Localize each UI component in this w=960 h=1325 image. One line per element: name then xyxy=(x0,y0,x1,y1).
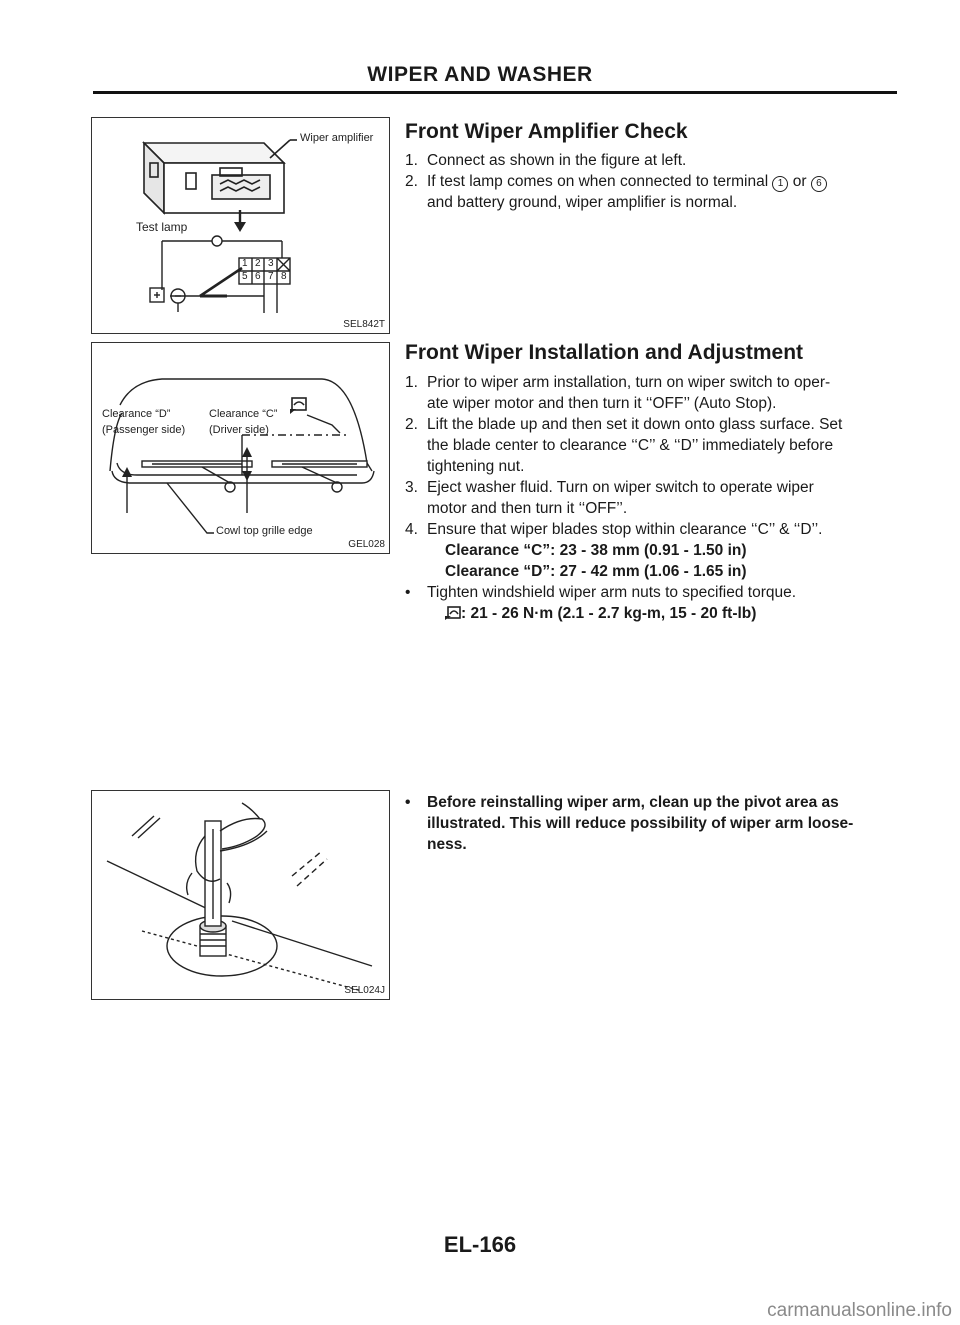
step-item: 2. Lift the blade up and then set it down onto glass surface. Set the blade center to clearance ‘‘C’’ & ‘‘D’’ immediately before tightening nut. xyxy=(405,416,843,475)
clearance-d-spec: Clearance “D”: 27 - 42 mm (1.06 - 1.65 in) xyxy=(445,563,747,580)
test-lamp-label: Test lamp xyxy=(136,220,188,234)
terminal-6: 6 xyxy=(255,271,261,282)
page-title: WIPER AND WASHER xyxy=(367,63,593,86)
pivot-diagram xyxy=(92,791,389,999)
terminal-1: 1 xyxy=(242,258,248,269)
step-item: 4. Ensure that wiper blades stop within clearance ‘‘C’’ & ‘‘D’’. xyxy=(405,521,823,538)
terminal-3: 3 xyxy=(268,258,274,269)
clearance-c-label: Clearance “C” xyxy=(209,408,278,420)
installation-steps xyxy=(405,372,905,624)
figure-pivot xyxy=(91,790,390,1000)
terminal-8: 8 xyxy=(281,271,287,282)
figure-installation xyxy=(91,342,390,554)
bullet-item: • Before reinstalling wiper arm, clean up the pivot area as illustrated. This will reduce possibility of wiper arm loose- ness. xyxy=(405,794,854,853)
figure-code: GEL028 xyxy=(348,539,385,550)
clearance-d-label: Clearance “D” xyxy=(102,408,171,420)
watermark: carmanualsonline.info xyxy=(767,1300,952,1321)
terminal-7: 7 xyxy=(268,271,274,282)
terminal-6-badge: 6 xyxy=(811,176,827,192)
step-item: 1. Connect as shown in the figure at left. xyxy=(405,152,687,169)
header-rule xyxy=(93,91,897,94)
arrow-down-icon xyxy=(234,222,246,232)
step-item: 2. If test lamp comes on when connected to terminal 1 or 6 and battery ground, wiper amplifier is normal. xyxy=(405,171,905,213)
driver-side-label: (Driver side) xyxy=(209,424,269,436)
figure-code: SEL024J xyxy=(344,985,385,996)
torque-wrench-icon xyxy=(290,398,306,414)
passenger-side-label: (Passenger side) xyxy=(102,424,186,436)
step-item: 1. Prior to wiper arm installation, turn on wiper switch to oper- ate wiper motor and then turn it ‘‘OFF’’ (Auto Stop). xyxy=(405,374,831,412)
step-item: 3. Eject washer fluid. Turn on wiper switch to operate wiper motor and then turn it ‘‘OFF’’. xyxy=(405,479,814,517)
figure-amplifier-check xyxy=(91,117,390,334)
cowl-label: Cowl top grille edge xyxy=(216,525,313,537)
bullet-item: • Tighten windshield wiper arm nuts to specified torque. xyxy=(405,584,797,601)
figure-code: SEL842T xyxy=(343,319,385,330)
wiper-amplifier-label: Wiper amplifier xyxy=(300,132,374,144)
amplifier-check-steps xyxy=(405,150,905,213)
torque-spec: : 21 - 26 N·m (2.1 - 2.7 kg-m, 15 - 20 ft-lb) xyxy=(405,603,905,624)
clearance-c-spec: Clearance “C”: 23 - 38 mm (0.91 - 1.50 in) xyxy=(445,542,747,559)
page-number: EL-166 xyxy=(443,1232,517,1257)
terminal-2: 2 xyxy=(255,258,261,269)
pivot-note xyxy=(405,792,905,855)
terminal-1-badge: 1 xyxy=(772,176,788,192)
section-title-amplifier-check: Front Wiper Amplifier Check xyxy=(405,120,688,143)
installation-diagram xyxy=(92,343,389,553)
section-title-installation: Front Wiper Installation and Adjustment xyxy=(405,341,804,364)
torque-wrench-icon xyxy=(445,606,461,620)
terminal-5: 5 xyxy=(242,271,248,282)
